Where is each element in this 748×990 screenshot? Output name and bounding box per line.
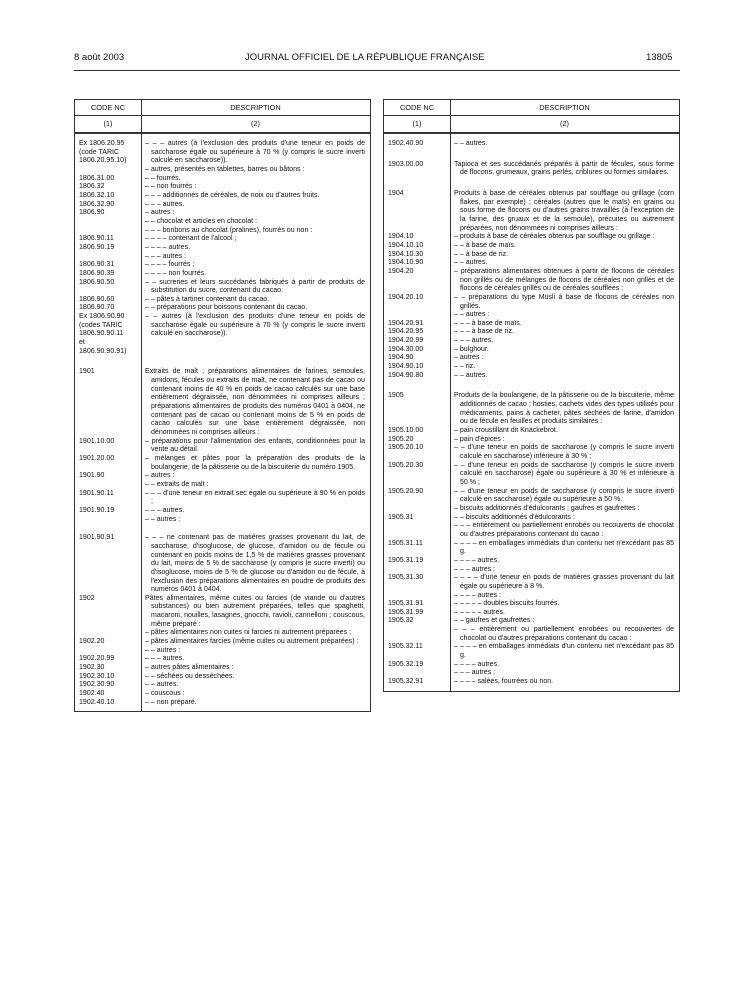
table-row [384, 259, 679, 268]
header-date: 8 août 2003 [74, 52, 125, 63]
table-row [384, 678, 679, 687]
nc-code-cell [384, 566, 448, 575]
nc-code-cell: 1904.10.10 [388, 241, 424, 249]
nc-code-cell: 1901.90 [79, 472, 105, 480]
nc-code-cell: 1905.31.19 [388, 556, 424, 564]
nc-code-cell: 1902.40 [79, 690, 105, 698]
table-row [75, 629, 370, 638]
table-row [75, 516, 370, 525]
description-cell: – – – – autres : [454, 591, 502, 599]
table-row [384, 505, 679, 514]
table-row [384, 626, 679, 643]
nc-code-cell: 1905.10.00 [388, 427, 424, 435]
table-row [384, 592, 679, 601]
header-rule [74, 70, 680, 71]
nc-code-cell [75, 227, 139, 236]
description-cell: – couscous : [145, 690, 185, 698]
table-row [384, 320, 679, 329]
table-row [384, 600, 679, 609]
description-cell: – – – entièrement ou partiellement enrobés ou recouverts de chocolat ou d'autres préparations contenant du cacao : [454, 522, 674, 538]
table-row [384, 190, 679, 233]
nc-code-cell [384, 311, 448, 320]
table-row [384, 617, 679, 626]
table-row [384, 522, 679, 539]
nc-code-cell: 1905.31.30 [388, 574, 424, 582]
table-row [384, 311, 679, 320]
description-cell: Produits de la boulangerie, de la pâtisserie ou de la biscuiterie, même additionnés de cacao ; hosties, cachets vides des types utilisés pour médicaments, pains à cacheter, pâtes séchées de farine, d'amidon ou de fécule en feuilles et produits similaires : [454, 392, 674, 426]
table-row [75, 595, 370, 630]
description-cell: Extraits de malt ; préparations alimentaires de farines, semoules, amidons, fécules ou extraits de malt, ne contenant pas de cacao ou contenant moins de 40 % en poids de cacao calculés sur une base entièrement dégraissée, non dénommées ni comprises ailleurs ; préparations alimentaires de produits des numéros 0401 à 0404, ne contenant pas de cacao ou contenant moins de 5 % en poids de cacao calculés sur une base entièrement dégraissée, non dénommées ni comprises ailleurs : [145, 368, 365, 436]
description-cell: – – extraits de malt : [145, 480, 209, 488]
nc-code-cell: 1806.90.19 [79, 243, 115, 251]
col-code-number: (1) [412, 119, 422, 128]
description-cell: – – – à base de maïs. [454, 319, 522, 327]
nc-code-cell: Ex 1806.20.95 (code TARIC 1806.20.95.10) [79, 140, 127, 165]
nc-code-cell: 1806.90.39 [79, 269, 115, 277]
description-cell: – – – autres : [454, 669, 496, 677]
nc-code-cell: 1902.30.90 [79, 681, 115, 689]
nc-code-cell [75, 253, 139, 262]
description-cell: – – – ne contenant pas de matières grasses provenant du lait, de saccharose, d'isoglucose, de glucose, d'amidon ou de fécule ou contenant en poids moins de 1,5 % de matières grasses provenant du lait, moins de 5 % de saccharose (y compris le sucre inverti) ou d'isoglucose, moins de 5 % de glucose ou d'amidon ou de fécule, à l'exclusion des préparations alimentaires en poudre de produits des numéros 0401 à 0404. [145, 534, 365, 594]
table-row [384, 294, 679, 311]
left-table [74, 99, 371, 712]
description-cell: – – – autres. [454, 337, 494, 345]
description-cell: – – – autres. [145, 506, 185, 514]
nc-code-cell: 1905.32.19 [388, 660, 424, 668]
col-description-number: (2) [250, 119, 261, 128]
table-row [75, 438, 370, 455]
description-cell: – – autres (à l'exclusion des produits d'une teneur en poids de saccharose égale ou supérieure à 70 % (y compris le sucre inverti calculé en saccharose)). [145, 313, 365, 338]
description-cell: – – – – en emballages immédiats d'un contenu net n'excédant pas 85 g. [454, 539, 674, 556]
description-cell: Produits à base de céréales obtenus par soufflage ou grillage (corn flakes, par exemple) ; céréales (autres que le maïs) en grains ou sous forme de flocons ou d'autres grains travaillés (à l'exception de la farine, des gruaux et de la semoule), précuites ou autrement préparées, non dénommées ni comprises ailleurs : [454, 189, 674, 232]
nc-code-cell: 1902 [79, 594, 95, 602]
col-code-header: CODE NC [399, 103, 435, 112]
table-row [384, 540, 679, 557]
table-row [75, 673, 370, 682]
description-cell: – préparations alimentaires obtenues à partir de flocons de céréales non grillés ou de mélanges de flocons de céréales non grillés et de flocons de céréales grillés ou de céréales soufflées : [454, 267, 674, 293]
table-row [384, 161, 679, 178]
table-row [384, 514, 679, 523]
nc-code-cell [384, 669, 448, 678]
table-row [384, 488, 679, 505]
right-table-head [383, 99, 680, 134]
description-cell: – – – autres : [454, 565, 496, 573]
table-row [75, 304, 370, 313]
description-cell: – – – – autres. [454, 556, 500, 564]
table-row [75, 183, 370, 192]
nc-code-cell: 1904.10.90 [388, 259, 424, 267]
table-row [384, 233, 679, 242]
table-row [75, 638, 370, 647]
description-cell: – biscuits additionnés d'édulcorants ; gaufres et gaufrettes : [454, 504, 640, 512]
description-cell: – – pâtes à tartiner contenant du cacao. [145, 295, 270, 303]
nc-code-cell [384, 505, 448, 514]
table-row [384, 140, 679, 149]
nc-code-cell [75, 166, 139, 175]
nc-code-cell [384, 522, 448, 539]
table-row [384, 462, 679, 488]
table-row [384, 328, 679, 337]
description-cell: – – séchées ou desséchées. [145, 672, 235, 680]
nc-code-cell: 1901.90.91 [79, 534, 115, 542]
nc-code-cell: 1806.32 [79, 183, 105, 191]
description-cell: – – – – contenant de l'alcool ; [145, 235, 237, 243]
col-description-header: DESCRIPTION [539, 103, 590, 112]
table-row [75, 192, 370, 201]
description-cell: – – préparations du type Müsli à base de flocons de céréales non grillés. [454, 293, 674, 310]
table-row [75, 166, 370, 175]
description-cell: – – – entièrement ou partiellement enrobées ou recouvertes de chocolat ou d'autres préparations contenant du cacao : [454, 626, 674, 642]
table-row [384, 557, 679, 566]
table-row [75, 140, 370, 166]
nc-code-cell: 1905 [388, 392, 404, 400]
table-row [384, 337, 679, 346]
description-cell: – pâtes alimentaires farcies (même cuites ou autrement préparées) : [145, 638, 359, 646]
table-row [384, 242, 679, 251]
description-cell: – – – – autres. [454, 660, 500, 668]
nc-code-cell: 1905.31.99 [388, 608, 424, 616]
table-row [75, 261, 370, 270]
nc-code-cell: 1904.30.00 [388, 345, 424, 353]
description-cell: – autres : [145, 472, 175, 480]
description-cell: – pâtes alimentaires non cuites ni farcies ni autrement préparées ; [145, 629, 352, 637]
table-row [75, 296, 370, 305]
nc-code-cell: 1904.20 [388, 267, 414, 275]
right-table-body [383, 134, 680, 692]
description-cell: – – autres. [454, 259, 488, 267]
table-row [75, 690, 370, 699]
left-table-head [74, 99, 371, 134]
table-row [75, 244, 370, 253]
nc-code-cell: 1901.90.19 [79, 506, 115, 514]
nc-code-cell: 1902.40.90 [388, 140, 424, 147]
description-cell: – – – – fourrés ; [145, 261, 195, 269]
table-row [75, 472, 370, 481]
table-row [384, 354, 679, 363]
nc-code-cell: 1904.20.10 [388, 293, 424, 301]
description-cell: – – autres. [454, 140, 488, 147]
description-cell: – – – autres. [145, 655, 185, 663]
right-table [383, 99, 680, 692]
nc-code-cell [75, 647, 139, 656]
table-row [384, 609, 679, 618]
description-cell: – mélanges et pâtes pour la préparation des produits de la boulangerie, de la pâtisserie ou de la biscuiterie du numéro 1905. [145, 454, 365, 471]
description-cell: – – – à base de riz. [454, 328, 514, 336]
description-cell: – – autres : [145, 646, 181, 654]
table-row [384, 251, 679, 260]
nc-code-cell [75, 629, 139, 638]
nc-code-cell [384, 626, 448, 643]
table-row [384, 427, 679, 436]
nc-code-cell: 1901.20.00 [79, 454, 115, 462]
table-row [384, 669, 679, 678]
left-table-body [74, 134, 371, 712]
table-row [75, 253, 370, 262]
table-row [75, 209, 370, 218]
description-cell: – – non fourrés : [145, 183, 197, 191]
nc-code-cell: 1901.90.11 [79, 489, 114, 497]
description-cell: – autres, présentés en tablettes, barres ou bâtons : [145, 165, 305, 173]
table-row [384, 643, 679, 660]
nc-code-cell: 1904 [388, 189, 404, 197]
nc-code-cell: 1903.00.00 [388, 160, 424, 168]
description-cell: Tapioca et ses succédanés préparés à partir de fécules, sous forme de flocons, grumeaux, grains perlés, criblures ou formes similaires. [454, 160, 674, 177]
description-cell: – – riz. [454, 363, 476, 371]
table-row [75, 490, 370, 507]
nc-code-cell: 1902.20.99 [79, 655, 115, 663]
nc-code-cell [75, 516, 139, 525]
description-cell: – – d'une teneur en poids de saccharose (y compris le sucre inverti calculé en saccharose) inférieure à 30 % ; [454, 444, 674, 460]
description-cell: – – – – – doubles biscuits fourrés. [454, 600, 560, 608]
table-row [384, 436, 679, 445]
col-code-header: CODE NC [90, 103, 126, 112]
nc-code-cell: 1905.32 [388, 617, 414, 625]
nc-code-cell: 1905.31 [388, 513, 414, 521]
description-cell: – – – – non fourrés. [145, 269, 207, 277]
table-row [384, 574, 679, 591]
nc-code-cell: 1806.31.00 [79, 174, 115, 182]
table-row [75, 664, 370, 673]
nc-code-cell: 1904.90.80 [388, 371, 424, 379]
description-cell: – – – – d'une teneur en poids de matières grasses provenant du lait égale ou supérieure à 8 %. [454, 574, 674, 590]
header-journal-title: JOURNAL OFFICIEL DE LA RÉPUBLIQUE FRANÇAISE [245, 52, 485, 63]
description-cell: – – d'une teneur en poids de saccharose (y compris le sucre inverti calculé en saccharose) égale ou supérieure à 30 % et inférieure à 50 % ; [454, 461, 674, 486]
nc-code-cell: 1905.31.11 [388, 539, 423, 547]
nc-code-cell: 1806.32.10 [79, 191, 115, 199]
description-cell: – – – autres. [145, 200, 185, 208]
nc-code-cell: 1806.90.31 [79, 261, 115, 269]
description-cell: – – – – salées, fourrées ou non. [454, 678, 554, 686]
description-cell: – pain croustillant dit Knäckebrot. [454, 427, 558, 435]
description-cell: – – sucreries et leurs succédanés fabriqués à partir de produits de substitution du sucre, contenant du cacao. [145, 278, 365, 295]
nc-code-cell: 1902.30 [79, 664, 105, 672]
nc-code-cell: 1806.32.90 [79, 200, 115, 208]
table-row [75, 481, 370, 490]
nc-code-cell [75, 481, 139, 490]
table-row [75, 218, 370, 227]
nc-code-cell: Ex 1806.90.90 (codes TARIC 1806.90.90.11 et 1806.90.90.91) [79, 313, 127, 355]
description-cell: – – chocolat et articles en chocolat : [145, 217, 258, 225]
table-row [75, 175, 370, 184]
nc-code-cell: 1904.10.30 [388, 250, 424, 258]
description-cell: – préparations pour l'alimentation des enfants, conditionnées pour la vente au détail. [145, 437, 365, 454]
nc-code-cell: 1904.10 [388, 233, 414, 241]
description-cell: – – biscuits additionnés d'édulcorants : [454, 513, 575, 521]
nc-code-cell: 1905.32.11 [388, 643, 423, 651]
nc-code-cell: 1904.90 [388, 354, 414, 362]
table-row [75, 270, 370, 279]
description-cell: – – non préparé. [145, 698, 197, 706]
description-cell: – – – autres : [145, 252, 187, 260]
table-row [384, 372, 679, 381]
nc-code-cell: 1806.90.11 [79, 235, 114, 243]
description-cell: – bulghour. [454, 345, 489, 353]
nc-code-cell: 1904.20.99 [388, 337, 424, 345]
nc-code-cell: 1904.90.10 [388, 363, 424, 371]
description-cell: – – – – autres. [145, 243, 191, 251]
description-cell: – – à base de maïs. [454, 241, 516, 249]
description-cell: – autres : [454, 354, 484, 362]
description-cell: – autres : [145, 209, 175, 217]
table-row [75, 313, 370, 356]
description-cell: – – d'une teneur en poids de saccharose (y compris le sucre inverti calculé en saccharose) égale ou supérieure à 50 %. [454, 487, 674, 504]
description-cell: – – – d'une teneur en extrait sec égale ou supérieure à 90 % en poids ; [145, 489, 365, 506]
table-row [75, 279, 370, 296]
table-row [384, 346, 679, 355]
nc-code-cell: 1905.31.91 [388, 600, 424, 608]
table-row [384, 566, 679, 575]
nc-code-cell: 1806.90.70 [79, 304, 115, 312]
description-cell: – – autres : [145, 515, 181, 523]
nc-code-cell: 1902.30.10 [79, 672, 115, 680]
col-description-header: DESCRIPTION [230, 103, 281, 112]
description-cell: – – fourrés. [145, 174, 181, 182]
nc-code-cell: 1905.20.30 [388, 461, 424, 469]
description-cell: – – – bonbons au chocolat (pralines), fourrés ou non : [145, 226, 313, 234]
col-description-number: (2) [559, 119, 570, 128]
nc-code-cell: 1905.20.90 [388, 487, 424, 495]
nc-code-cell: 1905.20 [388, 435, 414, 443]
table-row [75, 235, 370, 244]
table-row [384, 392, 679, 427]
table-row [75, 201, 370, 210]
description-cell: – – gaufres et gaufrettes : [454, 617, 535, 625]
description-cell: – autres pâtes alimentaires : [145, 664, 234, 672]
description-cell: – – – – en emballages immédiats d'un contenu net n'excédant pas 85 g. [454, 643, 674, 660]
nc-code-cell: 1904.20.95 [388, 328, 424, 336]
description-cell: – – – – – autres. [454, 608, 505, 616]
nc-code-cell [384, 592, 448, 601]
nc-code-cell: 1901 [79, 368, 95, 376]
table-row [384, 268, 679, 294]
nc-code-cell: 1806.90.50 [79, 278, 115, 286]
nc-code-cell: 1806.90.60 [79, 295, 115, 303]
nc-code-cell: 1902.20 [79, 638, 105, 646]
description-cell: – – autres : [454, 311, 490, 319]
table-row [75, 368, 370, 437]
description-cell: – – préparations pour boissons contenant du cacao. [145, 304, 308, 312]
col-code-number: (1) [103, 119, 113, 128]
nc-code-cell: 1806.90 [79, 209, 105, 217]
description-cell: – – autres. [454, 371, 488, 379]
table-row [75, 681, 370, 690]
table-row [75, 647, 370, 656]
table-row [75, 507, 370, 516]
description-cell: Pâtes alimentaires, même cuites ou farcies (de viande ou d'autres substances) ou bien autrement préparées, telles que spaghetti, macaroni, nouilles, lasagnes, gnocchi, ravioli, cannelloni ; couscous, même préparé : [145, 594, 365, 628]
table-row [384, 444, 679, 461]
table-row [75, 655, 370, 664]
header-page-number: 13805 [646, 52, 673, 63]
description-cell: – produits à base de céréales obtenus par soufflage ou grillage : [454, 233, 655, 241]
table-row [75, 227, 370, 236]
description-cell: – – – additionnés de céréales, de noix ou d'autres fruits. [145, 191, 320, 199]
nc-code-cell: 1902.40.10 [79, 698, 115, 706]
nc-code-cell [75, 218, 139, 227]
table-row [75, 534, 370, 595]
table-row [75, 455, 370, 472]
nc-code-cell: 1904.20.91 [388, 319, 424, 327]
nc-code-cell: 1901.10.00 [79, 437, 115, 445]
nc-code-cell: 1905.32.91 [388, 678, 424, 686]
nc-code-cell: 1905.20.10 [388, 444, 424, 452]
table-row [384, 661, 679, 670]
description-cell: – pain d'épices : [454, 435, 505, 443]
table-row [384, 363, 679, 372]
description-cell: – – à base de riz. [454, 250, 509, 258]
description-cell: – – autres. [145, 681, 179, 689]
table-row [75, 699, 370, 708]
description-cell: – – – autres (à l'exclusion des produits d'une teneur en poids de saccharose égale ou supérieure à 70 % (y compris le sucre inverti calculé en saccharose)). [145, 140, 365, 165]
